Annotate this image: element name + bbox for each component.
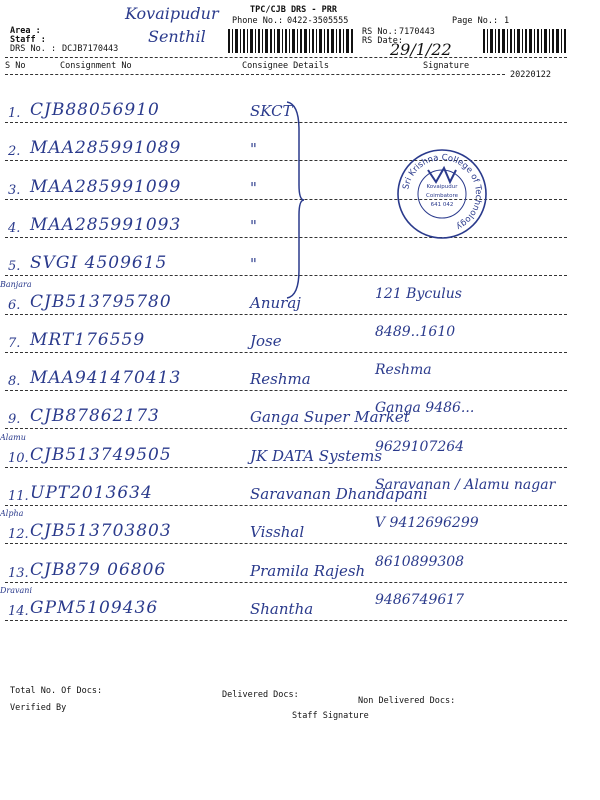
row-consignment-number: UPT2013634 (30, 483, 153, 503)
area-label: Area : (10, 26, 41, 36)
row-consignment-number: MAA285991093 (30, 214, 182, 235)
delivered-docs-label: Delivered Docs: (222, 690, 299, 700)
batch-number: 20220122 (510, 70, 551, 80)
page-value: 1 (504, 16, 510, 26)
total-docs-label: Total No. Of Docs: (10, 686, 103, 696)
phone-label: Phone No.: (232, 16, 284, 26)
table-row (0, 362, 600, 406)
row-serial-number: 11. (8, 489, 29, 504)
row-consignment-number: CJB513749505 (30, 444, 172, 465)
row-consignment-number: GPM5109436 (30, 597, 159, 618)
row-consignee: Pramila Rajesh (250, 561, 366, 580)
page-label: Page No.: (452, 16, 499, 26)
header-divider-bottom (5, 74, 505, 75)
table-row (0, 553, 600, 598)
row-consignee: " (250, 216, 257, 235)
row-note: Alamu (0, 432, 26, 442)
row-consignment-number: MAA285991089 (30, 138, 182, 159)
college-stamp (396, 148, 488, 240)
row-divider (5, 543, 567, 544)
column-consignee: Consignee Details (242, 61, 329, 71)
rs-no-value: 7170443 (399, 27, 435, 37)
row-serial-number: 9. (8, 412, 21, 428)
row-serial-number: 3. (8, 182, 21, 198)
verified-by-label: Verified By (10, 703, 67, 713)
row-serial-number: 4. (8, 220, 21, 236)
row-divider (5, 582, 567, 583)
row-consignee: Jose (250, 331, 282, 350)
row-consignment-number: MAA285991099 (30, 176, 182, 197)
row-serial-number: 1. (8, 106, 21, 121)
row-serial-number: 10. (8, 450, 29, 466)
row-signature: 121 Byculus (375, 285, 462, 302)
row-consignee: Ganga Super Market (250, 408, 410, 427)
row-consignee: Reshma (250, 370, 311, 389)
barcode-right (483, 29, 567, 53)
rs-date-label: RS Date: (362, 36, 403, 46)
row-consignment-number: SVGI 4509615 (30, 253, 168, 274)
row-serial-number: 13. (8, 565, 29, 581)
row-divider (5, 505, 567, 506)
row-serial-number: 2. (8, 144, 21, 160)
table-row (0, 585, 600, 636)
row-note: Banjara (0, 279, 32, 289)
stamp-center-line3: 641 042 (430, 202, 454, 208)
row-consignment-number: CJB879 06806 (30, 559, 167, 580)
table-row (0, 477, 600, 521)
row-serial-number: 7. (8, 335, 21, 351)
row-signature: 8610899308 (375, 553, 465, 570)
row-consignment-number: CJB87862173 (30, 406, 160, 427)
row-divider (5, 428, 567, 429)
phone-value: 0422-3505555 (287, 16, 349, 26)
row-consignee: JK DATA Systems (250, 446, 383, 465)
rs-date-value: 29/1/22 (390, 40, 452, 59)
row-consignee: Visshal (250, 523, 305, 542)
row-serial-number: 14. (8, 603, 29, 619)
column-sno: S No (5, 61, 26, 71)
row-signature: Reshma (375, 362, 432, 379)
staff-value: Senthil (148, 27, 206, 46)
row-consignee: " (250, 178, 257, 197)
row-divider (5, 390, 567, 391)
stamp-center-line1: Kovaipudur (426, 184, 458, 190)
stamp-center-line2: Coimbatore (426, 193, 458, 199)
report-title: TPC/CJB DRS - PRR (250, 5, 337, 15)
row-signature: V 9412696299 (375, 515, 479, 532)
row-signature: 8489..1610 (375, 323, 456, 340)
table-row (0, 400, 600, 444)
row-consignment-number: MAA941470413 (30, 368, 182, 389)
row-divider (5, 620, 567, 621)
area-value: Kovaipudur (125, 4, 219, 23)
row-consignment-number: CJB513795780 (30, 291, 172, 312)
row-consignee: " (250, 255, 257, 274)
row-note: Dravani (0, 585, 33, 595)
row-consignee: Shantha (250, 599, 314, 618)
staff-signature-label: Staff Signature (292, 711, 369, 721)
header-divider-top (5, 57, 567, 58)
row-serial-number: 6. (8, 297, 21, 313)
row-divider (5, 467, 567, 468)
staff-label: Staff : (10, 35, 46, 45)
row-signature: Saravanan / Alamu nagar (375, 477, 556, 493)
table-row (0, 323, 600, 368)
drs-label: DRS No. : (10, 44, 57, 54)
column-consignment: Consignment No (60, 61, 132, 71)
row-divider (5, 352, 567, 353)
row-signature: Ganga 9486... (375, 400, 475, 417)
row-serial-number: 8. (8, 374, 21, 390)
column-signature: Signature (423, 61, 470, 71)
row-note: Alpha (0, 509, 24, 519)
row-serial-number: 5. (8, 259, 21, 275)
row-consignment-number: CJB513703803 (30, 521, 172, 542)
drs-value: DCJB7170443 (62, 44, 119, 54)
row-consignee: " (250, 140, 257, 159)
non-delivered-docs-label: Non Delivered Docs: (358, 696, 456, 706)
row-consignee: Saravanan Dhandapani (250, 485, 428, 503)
row-serial-number: 12. (8, 527, 29, 543)
row-signature: 9629107264 (375, 438, 465, 455)
row-consignee: SKCT (250, 102, 293, 120)
row-consignment-number: CJB88056910 (30, 100, 160, 120)
barcode-left (228, 29, 353, 53)
rs-no-label: RS No.: (362, 27, 398, 37)
row-consignment-number: MRT176559 (30, 329, 146, 350)
row-consignee: Anuraj (250, 293, 301, 312)
group-brace (285, 100, 305, 300)
stamp-ring-text: Sri Krishna College of Technology (401, 152, 484, 232)
table-row (0, 509, 600, 559)
row-signature: 9486749617 (375, 591, 465, 608)
row-divider (5, 314, 567, 315)
